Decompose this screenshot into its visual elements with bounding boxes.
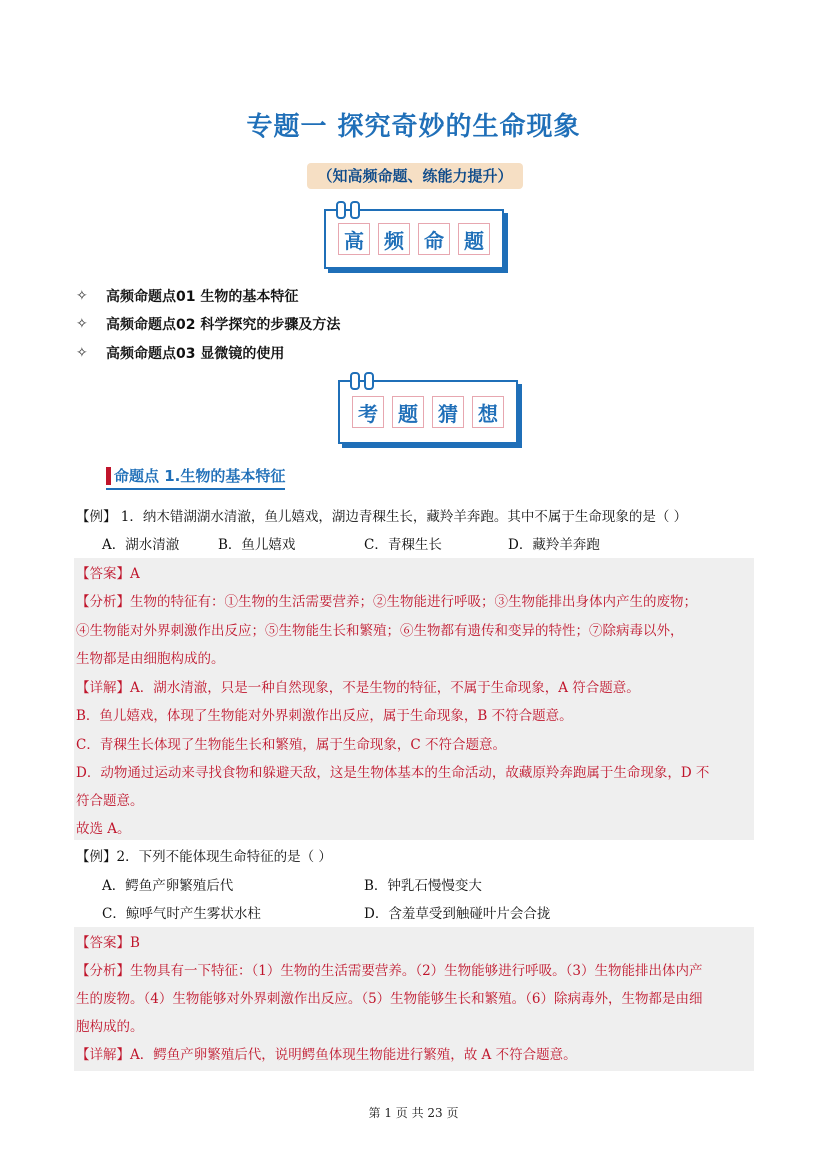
heading-marker [106, 467, 111, 485]
topic-label: 高频命题点03 显微镜的使用 [106, 346, 285, 362]
q2-analysis-line: 【分析】生物具有一下特征：（1）生物的生活需要营养。（2）生物能够进行呼吸。（3）生物能排出体内产 [76, 963, 703, 979]
exam-guess-badge [338, 380, 518, 444]
badge-char: 命 [418, 223, 450, 255]
q1-option-d: D．藏羚羊奔跑 [508, 537, 600, 553]
badge-char: 高 [338, 223, 370, 255]
question-2-stem: 【例】2．下列不能体现生命特征的是（ ） [76, 849, 332, 865]
q1-detail-line: D．动物通过运动来寻找食物和躲避天敌，这是生物体基本的生命活动，故藏原羚奔跑属于生命现象，D 不 [76, 765, 710, 781]
badge-char: 考 [352, 396, 384, 428]
q2-analysis-line: 生的废物。（4）生物能够对外界刺激作出反应。（5）生物能够生长和繁殖。（6）除病毒外，生物都是由细 [76, 991, 703, 1007]
badge-char: 频 [378, 223, 410, 255]
q1-option-a: A．湖水清澈 [102, 537, 180, 553]
badge-char: 题 [458, 223, 490, 255]
topic-item-1 [76, 286, 298, 306]
section-heading-text: 命题点 1.生物的基本特征 [114, 467, 286, 485]
topic-label: 高频命题点02 科学探究的步骤及方法 [106, 317, 341, 333]
q2-option-d: D．含羞草受到触碰叶片会合拢 [364, 906, 551, 922]
high-frequency-badge [324, 209, 504, 269]
question-1-stem: 【例】 1．纳木错湖湖水清澈，鱼儿嬉戏，湖边青稞生长，藏羚羊奔跑。其中不属于生命现象的是（ ） [76, 509, 688, 525]
q1-answer: 【答案】A [76, 566, 140, 582]
q1-detail-line: 符合题意。 [76, 793, 144, 809]
q1-option-b: B．鱼儿嬉戏 [218, 537, 296, 553]
q1-option-c: C．青稞生长 [364, 537, 442, 553]
sparkle-icon: ✧ [76, 288, 88, 304]
q1-detail-line: B．鱼儿嬉戏，体现了生物能对外界刺激作出反应，属于生命现象，B 不符合题意。 [76, 708, 573, 724]
q1-analysis-line: 生物都是由细胞构成的。 [76, 651, 225, 667]
section-heading [106, 465, 285, 490]
topic-label: 高频命题点01 生物的基本特征 [106, 289, 299, 305]
q1-detail-line: 【详解】A．湖水清澈，只是一种自然现象，不是生物的特征，不属于生命现象，A 符合题意。 [76, 680, 640, 696]
topic-item-3 [76, 343, 284, 363]
topic-item-2 [76, 314, 340, 334]
binder-rings-icon [336, 201, 360, 219]
q2-option-a: A．鳄鱼产卵繁殖后代 [102, 878, 234, 894]
q1-analysis-line: ④生物能对外界刺激作出反应；⑤生物能生长和繁殖；⑥生物都有遗传和变异的特性；⑦除病毒以外， [76, 623, 684, 639]
page-title: 专题一 探究奇妙的生命现象 [246, 112, 581, 142]
binder-rings-icon [350, 372, 374, 390]
subtitle-box [307, 163, 523, 189]
q1-detail-line: 故选 A。 [76, 821, 131, 837]
q2-detail-line: 【详解】A．鳄鱼产卵繁殖后代，说明鳄鱼体现生物能进行繁殖，故 A 不符合题意。 [76, 1047, 577, 1063]
q2-option-c: C．鲸呼气时产生雾状水柱 [102, 906, 261, 922]
badge-char: 猜 [432, 396, 464, 428]
sparkle-icon: ✧ [76, 316, 88, 332]
q2-option-b: B．钟乳石慢慢变大 [364, 878, 482, 894]
subtitle: （知高频命题、练能力提升） [317, 167, 513, 185]
page-footer: 第 1 页 共 23 页 [368, 1106, 459, 1120]
q2-answer: 【答案】B [76, 935, 140, 951]
badge-char: 题 [392, 396, 424, 428]
sparkle-icon: ✧ [76, 345, 88, 361]
q1-analysis-line: 【分析】生物的特征有：①生物的生活需要营养；②生物能进行呼吸；③生物能排出身体内产生的废物； [76, 594, 697, 610]
badge-char: 想 [472, 396, 504, 428]
q2-analysis-line: 胞构成的。 [76, 1019, 144, 1035]
q1-detail-line: C．青稞生长体现了生物能生长和繁殖，属于生命现象，C 不符合题意。 [76, 737, 506, 753]
